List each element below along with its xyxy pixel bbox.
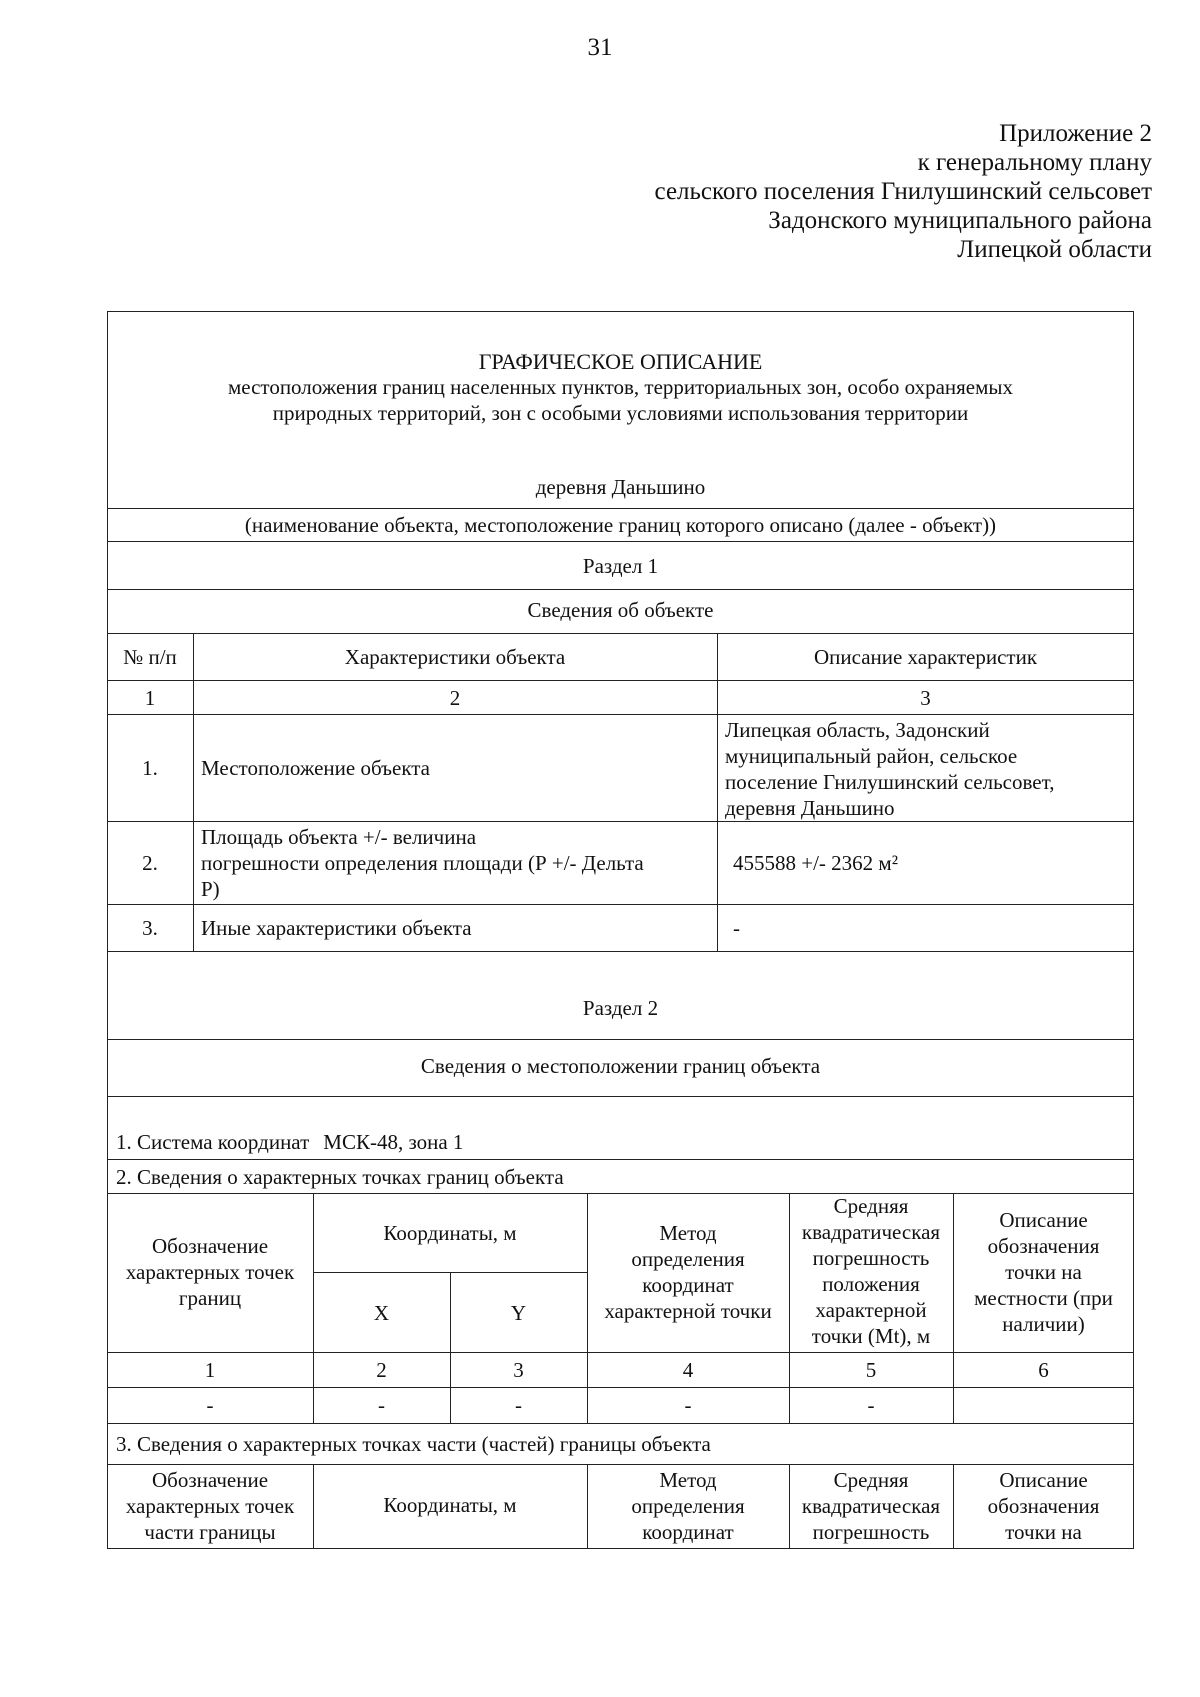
- document-subtitle-2: природных территорий, зон с особыми условиями использования территории: [272, 401, 969, 425]
- object-name: деревня Даньшино: [535, 475, 706, 499]
- header-x: X: [373, 1301, 390, 1325]
- parts-header-designation: [107, 1467, 313, 1545]
- header-line: квадратическая: [801, 1494, 941, 1518]
- header-line: квадратическая: [801, 1220, 941, 1244]
- section1-title: Раздел 1: [582, 554, 659, 578]
- divider: [107, 1193, 1134, 1194]
- parts-header-description: [953, 1467, 1134, 1545]
- header-line: Описание: [999, 1208, 1088, 1232]
- annex-line-3: сельского поселения Гнилушинский сельсовет: [654, 178, 1152, 205]
- column-number: 2: [449, 685, 461, 710]
- coordinate-system: [107, 1126, 1134, 1158]
- header-line: Средняя: [833, 1468, 909, 1492]
- page-number: 31: [587, 34, 613, 61]
- characteristic-name: [201, 824, 713, 902]
- header-line: Обозначение: [151, 1234, 269, 1258]
- header-description: [953, 1207, 1134, 1337]
- header-line: Метод: [659, 1221, 717, 1245]
- header-line: определения: [631, 1247, 745, 1271]
- annex-line-5: Липецкой области: [957, 236, 1152, 263]
- coordinate-system-label: 1. Система координат: [116, 1130, 310, 1154]
- divider: [107, 1039, 1134, 1040]
- section1-subtitle: Сведения об объекте: [527, 598, 714, 622]
- divider: [107, 1096, 1134, 1097]
- name-line: Площадь объекта +/- величина: [201, 825, 477, 849]
- divider: [107, 589, 1134, 590]
- object-caption: (наименование объекта, местоположение границ которого описано (далее - объект)): [244, 513, 997, 537]
- empty-cell: -: [867, 1393, 875, 1417]
- header-line: Обозначение: [151, 1468, 269, 1492]
- column-header-description: Описание характеристик: [813, 645, 1038, 669]
- row-number: 3.: [142, 916, 158, 940]
- value-line: муниципальный район, сельское: [725, 744, 1018, 768]
- header-line: характерных точек: [125, 1494, 295, 1518]
- header-line: характерной: [815, 1298, 927, 1322]
- parts-header-method: [587, 1467, 789, 1545]
- header-line: погрешность: [812, 1246, 930, 1270]
- value-line: деревня Даньшино: [725, 796, 895, 820]
- characteristic-value: -: [733, 916, 740, 940]
- header-line: характерной точки: [604, 1299, 772, 1323]
- column-number: 4: [682, 1358, 694, 1382]
- header-line: обозначения: [987, 1494, 1100, 1518]
- header-line: наличии): [1002, 1312, 1085, 1336]
- header-line: положения: [822, 1272, 920, 1296]
- header-line: Средняя: [833, 1194, 909, 1218]
- name-line: Р): [201, 877, 220, 901]
- section2-title: Раздел 2: [582, 996, 659, 1020]
- annex-line-1: Приложение 2: [999, 120, 1152, 147]
- header-line: погрешность: [812, 1520, 930, 1544]
- parts-header-coordinates: Координаты, м: [383, 1493, 517, 1517]
- header-line: координат: [642, 1520, 734, 1544]
- empty-cell: -: [684, 1393, 692, 1417]
- column-number: 2: [376, 1358, 387, 1382]
- document-subtitle-1: местоположения границ населенных пунктов, территориальных зон, особо охраняемых: [227, 375, 1014, 399]
- header-y: Y: [510, 1301, 527, 1325]
- parts-header-accuracy: [789, 1467, 953, 1545]
- characteristic-value: [725, 717, 1130, 821]
- header-coordinates: Координаты, м: [383, 1221, 517, 1245]
- header-line: точки на: [1005, 1520, 1082, 1544]
- divider: [107, 541, 1134, 542]
- empty-cell: -: [206, 1393, 214, 1417]
- header-accuracy: [789, 1193, 953, 1349]
- divider: [313, 1272, 587, 1273]
- column-number: 3: [513, 1358, 524, 1382]
- name-line: погрешности определения площади (Р +/- Дельта: [201, 851, 644, 875]
- characteristic-name: Иные характеристики объекта: [201, 916, 472, 940]
- header-line: Метод: [659, 1468, 717, 1492]
- parts-heading: 3. Сведения о характерных точках части (частей) границы объекта: [116, 1432, 711, 1456]
- coordinate-system-value: МСК-48, зона 1: [323, 1130, 464, 1154]
- points-heading: 2. Сведения о характерных точках границ объекта: [116, 1164, 564, 1189]
- header-line: Описание: [999, 1468, 1088, 1492]
- characteristic-value: 455588 +/- 2362 м²: [733, 851, 899, 875]
- empty-cell: -: [515, 1393, 522, 1417]
- header-line: координат: [642, 1273, 734, 1297]
- value-line: поселение Гнилушинский сельсовет,: [725, 770, 1055, 794]
- row-number: 1.: [142, 756, 158, 780]
- header-line: части границы: [144, 1520, 276, 1544]
- divider: [107, 1464, 1134, 1465]
- row-number: 2.: [142, 851, 158, 875]
- annex-line-2: к генеральному плану: [917, 149, 1152, 176]
- column-number: 6: [1038, 1358, 1049, 1382]
- section2-subtitle: Сведения о местоположении границ объекта: [420, 1054, 821, 1078]
- header-line: точки на: [1005, 1260, 1082, 1284]
- divider: [107, 951, 1134, 952]
- header-designation: [107, 1233, 313, 1311]
- column-number: 3: [920, 685, 931, 710]
- empty-cell: -: [378, 1393, 385, 1417]
- empty-cell: [953, 1388, 1134, 1422]
- header-method: [587, 1220, 789, 1324]
- header-line: определения: [631, 1494, 745, 1518]
- header-line: местности (при: [974, 1286, 1113, 1310]
- column-number: 5: [865, 1358, 877, 1382]
- column-number: 1: [204, 1358, 216, 1382]
- column-header-characteristics: Характеристики объекта: [344, 645, 566, 669]
- header-line: обозначения: [987, 1234, 1100, 1258]
- header-line: точки (Mt), м: [811, 1324, 931, 1348]
- column-header-num: № п/п: [123, 645, 177, 669]
- value-line: Липецкая область, Задонский: [725, 718, 990, 742]
- document-title: ГРАФИЧЕСКОЕ ОПИСАНИЕ: [478, 349, 763, 374]
- header-line: границ: [178, 1286, 242, 1310]
- column-number: 1: [144, 685, 156, 710]
- annex-line-4: Задонского муниципального района: [768, 207, 1152, 234]
- header-line: характерных точек: [125, 1260, 295, 1284]
- characteristic-name: Местоположение объекта: [201, 756, 431, 780]
